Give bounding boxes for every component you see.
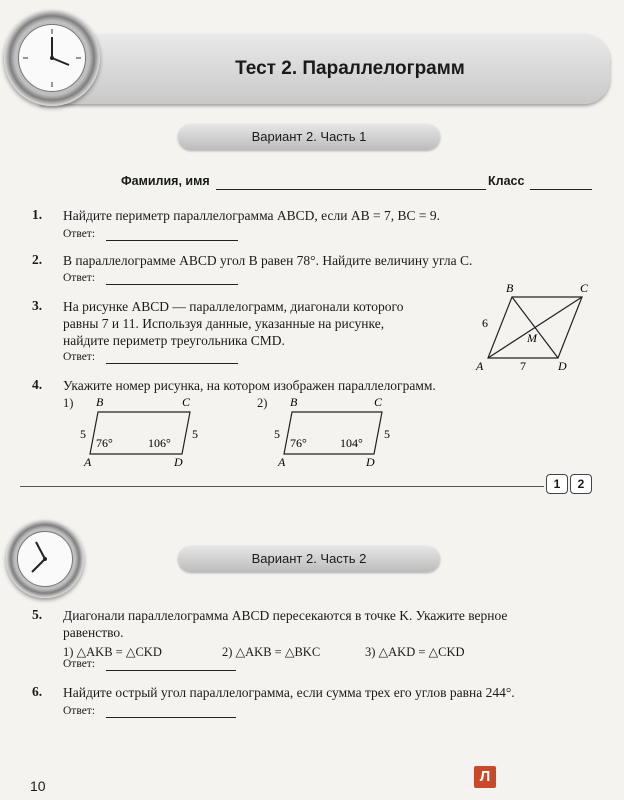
answer-choice[interactable]: 1) △AKB = △CKD	[63, 645, 162, 659]
name-label: Фамилия, имя	[121, 174, 210, 188]
answer-choice[interactable]: 3) △AKD = △CKD	[365, 645, 465, 659]
answer-label: Ответ:	[63, 228, 96, 240]
answer-field[interactable]	[106, 363, 238, 364]
name-field[interactable]	[216, 189, 486, 190]
answer-label: Ответ:	[63, 658, 96, 670]
vertex-label-c: C	[580, 281, 589, 295]
answer-field[interactable]	[106, 670, 236, 671]
question-number: 1.	[32, 207, 43, 222]
figure-parallelogram-diagonals	[470, 280, 600, 376]
answer-field[interactable]	[106, 240, 238, 241]
figure-number: 1)	[63, 396, 74, 410]
angle-label: 106°	[148, 436, 171, 450]
figure-number: 2)	[257, 396, 268, 410]
vertex-label-d: D	[558, 359, 567, 373]
variant-label-part2: Вариант 2. Часть 2	[178, 546, 440, 572]
point-label-m: M	[527, 331, 537, 345]
vertex-label-c: C	[374, 395, 383, 409]
question-text: В параллелограмме ABCD угол B равен 78°. Найдите величину угла C.	[63, 253, 473, 268]
answer-label: Ответ:	[63, 705, 96, 717]
vertex-label-d: D	[366, 455, 375, 469]
vertex-label-b: B	[506, 281, 514, 295]
variant-label-part1: Вариант 2. Часть 1	[178, 124, 440, 150]
class-label: Класс	[488, 174, 525, 188]
option-box-2[interactable]: 2	[570, 474, 592, 494]
question-number: 2.	[32, 252, 43, 267]
section-divider	[20, 486, 544, 487]
question-text-line: равенство.	[63, 625, 124, 640]
question-text-line: найдите периметр треугольника CMD.	[63, 333, 285, 348]
question-number: 3.	[32, 298, 43, 313]
base-length-label: 7	[520, 359, 526, 373]
answer-choice[interactable]: 2) △AKB = △BKC	[222, 645, 321, 659]
publisher-logo: Л	[474, 766, 496, 788]
vertex-label-b: B	[96, 395, 104, 409]
question-text-line: равны 7 и 11. Используя данные, указанные на рисунке,	[63, 316, 385, 331]
class-field[interactable]	[530, 189, 592, 190]
vertex-label-a: A	[278, 455, 286, 469]
clock-icon	[4, 10, 100, 106]
page-number: 10	[30, 778, 46, 794]
question-number: 6.	[32, 684, 43, 699]
side-length-label: 5	[192, 427, 198, 441]
side-length-label: 5	[384, 427, 390, 441]
figure-parallelogram-2	[264, 392, 404, 470]
angle-label: 104°	[340, 436, 363, 450]
option-box-1[interactable]: 1	[546, 474, 568, 494]
vertex-label-d: D	[174, 455, 183, 469]
question-number: 5.	[32, 607, 43, 622]
question-text: Укажите номер рисунка, на котором изображен параллелограмм.	[63, 378, 436, 393]
question-text-line: На рисунке ABCD — параллелограмм, диагонали которого	[63, 299, 404, 314]
answer-field[interactable]	[106, 717, 236, 718]
question-text: Найдите периметр параллелограмма ABCD, если AB = 7, BC = 9.	[63, 208, 440, 223]
question-text: Найдите острый угол параллелограмма, если сумма трех его углов равна 244°.	[63, 685, 515, 700]
vertex-label-a: A	[476, 359, 484, 373]
side-length-label: 5	[274, 427, 280, 441]
side-length-label: 6	[482, 316, 488, 330]
side-length-label: 5	[80, 427, 86, 441]
answer-label: Ответ:	[63, 351, 96, 363]
vertex-label-a: A	[84, 455, 92, 469]
angle-label: 76°	[96, 436, 113, 450]
question-text-line: Диагонали параллелограмма ABCD пересекаются в точке K. Укажите верное	[63, 608, 508, 623]
clock-icon	[6, 520, 84, 598]
page-title: Тест 2. Параллелограмм	[235, 58, 465, 79]
angle-label: 76°	[290, 436, 307, 450]
question-number: 4.	[32, 377, 43, 392]
answer-field[interactable]	[106, 284, 238, 285]
answer-label: Ответ:	[63, 272, 96, 284]
vertex-label-c: C	[182, 395, 191, 409]
vertex-label-b: B	[290, 395, 298, 409]
figure-parallelogram-1	[70, 392, 210, 470]
